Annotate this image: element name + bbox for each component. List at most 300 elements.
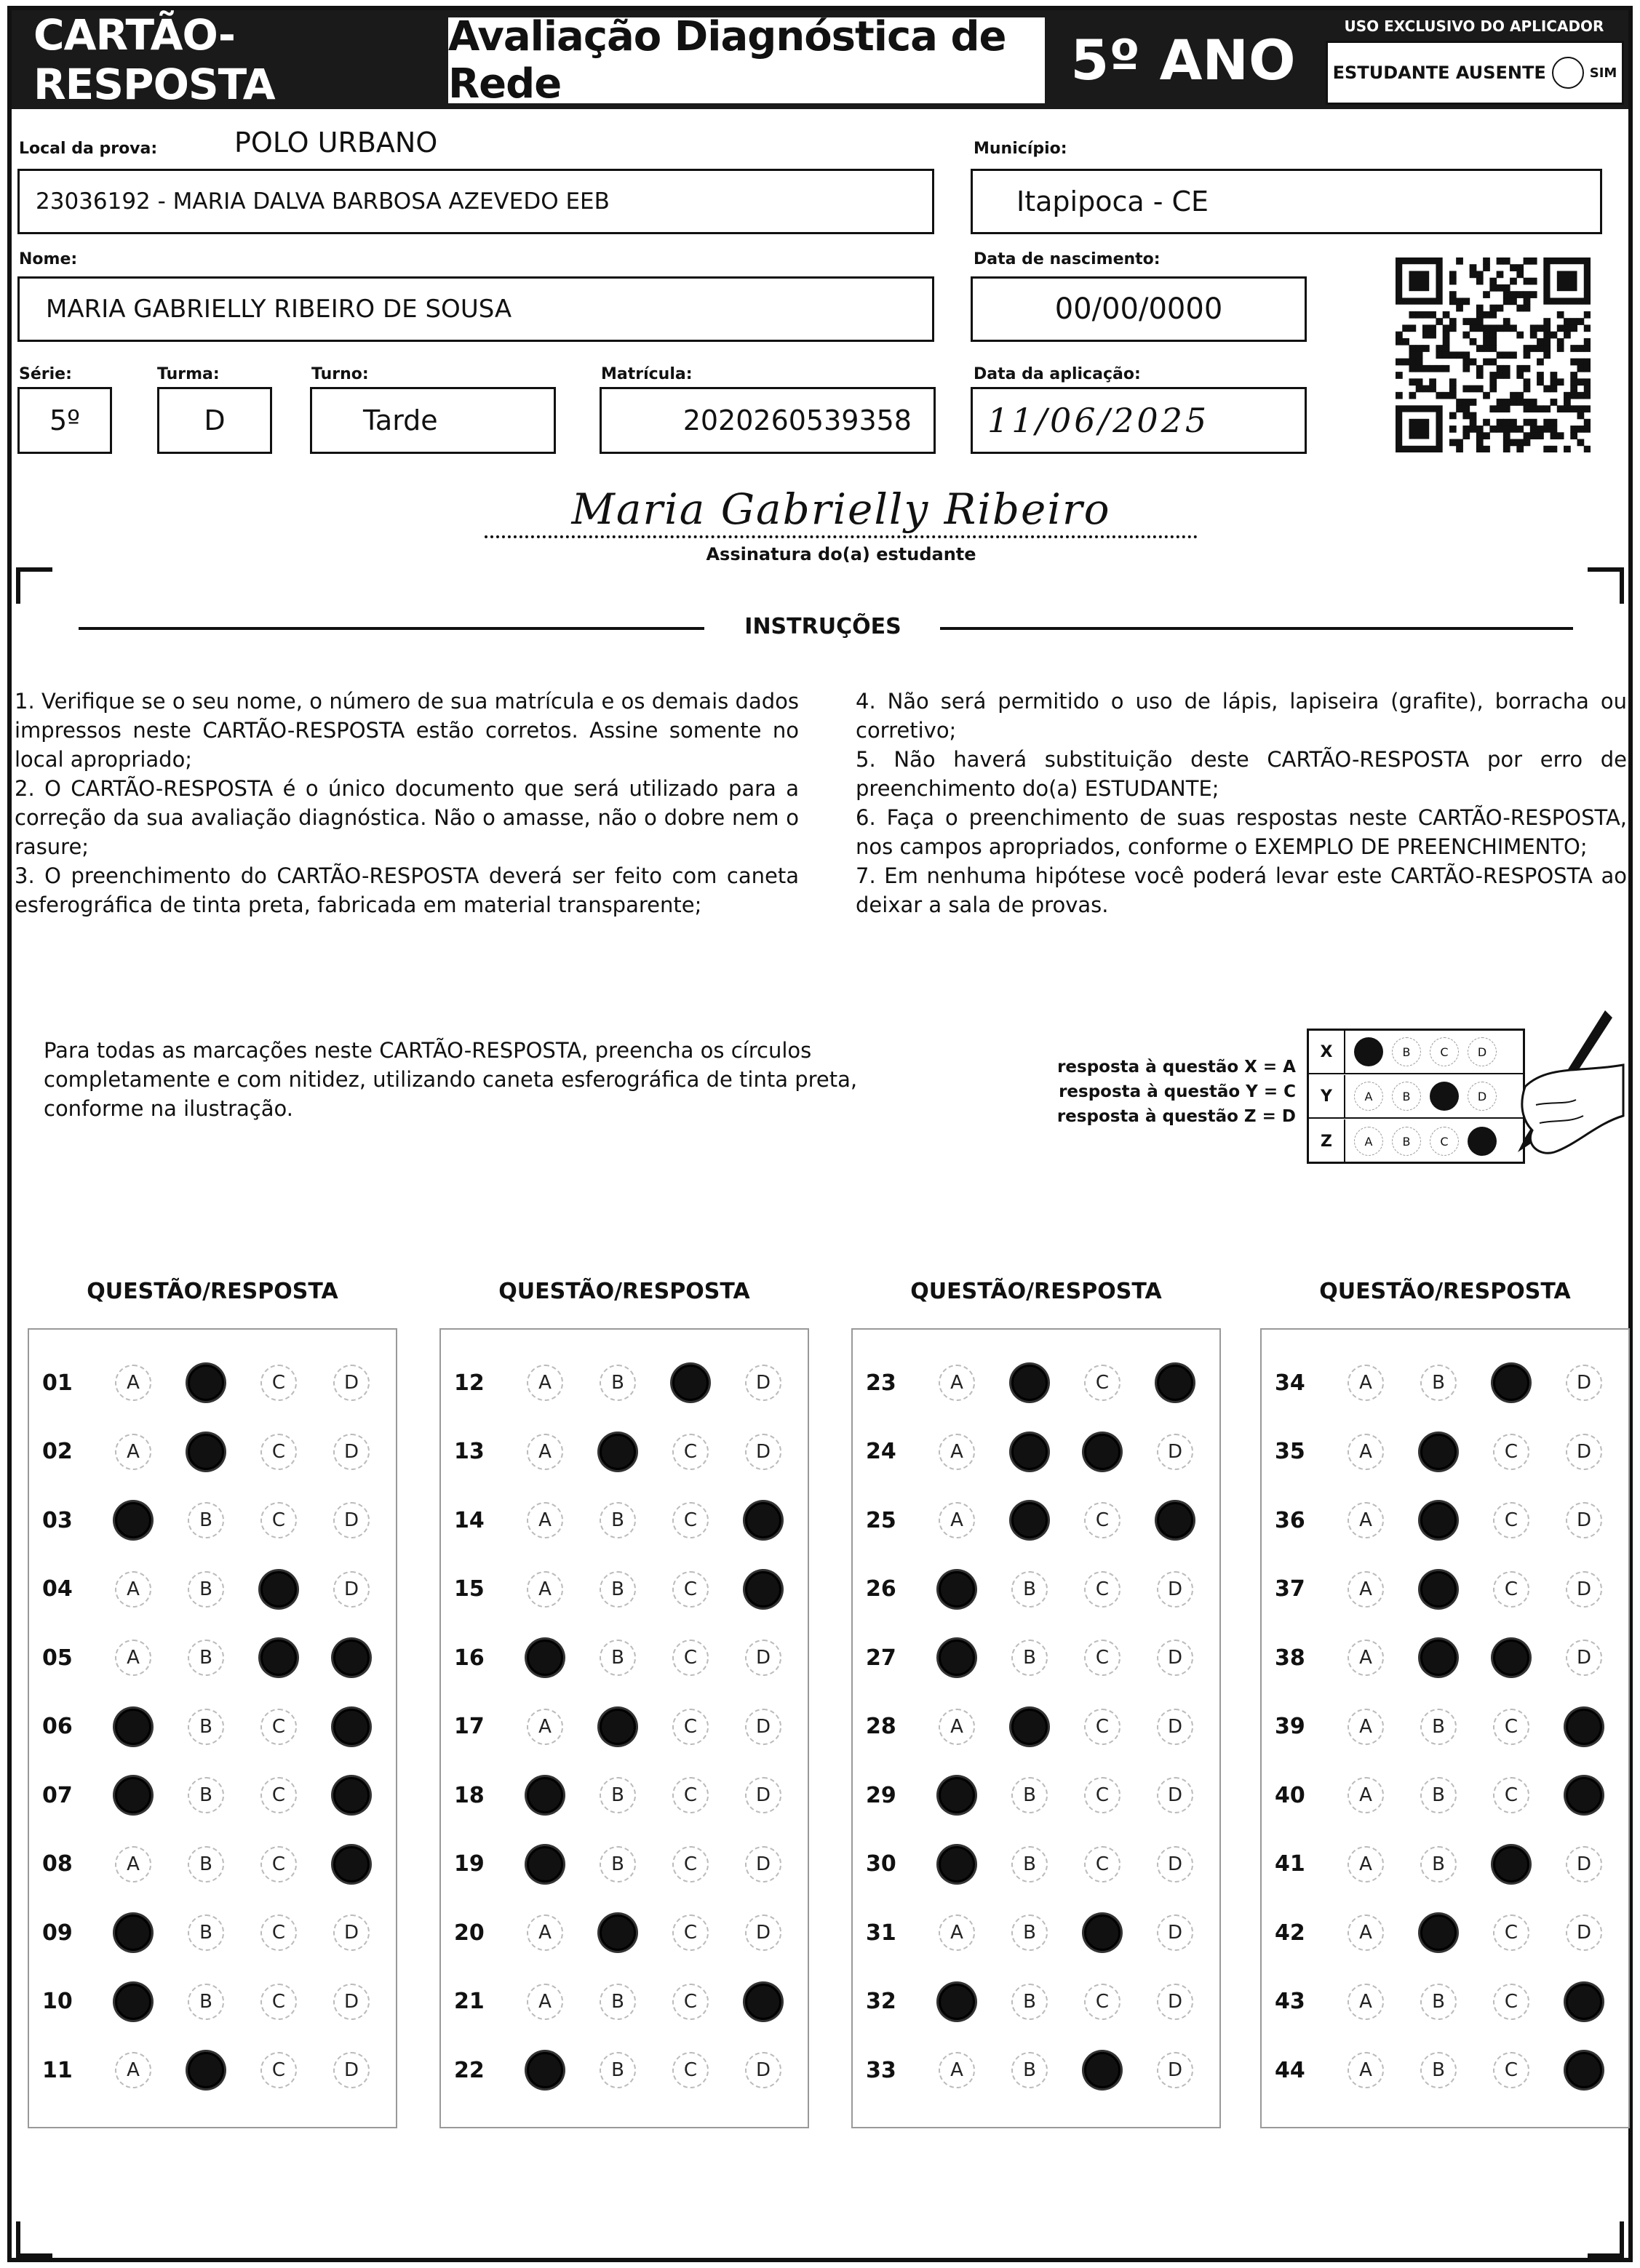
- bubble-b[interactable]: B: [1420, 1984, 1457, 2020]
- bubble-c[interactable]: C: [260, 1914, 297, 1951]
- column-heading-1: QUESTÃO/RESPOSTA: [87, 1279, 338, 1304]
- aplic-label: Data da aplicação:: [974, 365, 1141, 383]
- nasc-label: Data de nascimento:: [974, 250, 1161, 268]
- question-row: [853, 1694, 1219, 1760]
- bubble-a[interactable]: A: [939, 1365, 975, 1401]
- bubble-b[interactable]: [188, 1434, 224, 1470]
- signature-area: [485, 476, 1198, 534]
- bubble-b[interactable]: B: [1420, 1709, 1457, 1745]
- bubble-a[interactable]: A: [1348, 1365, 1384, 1401]
- bubble-b[interactable]: B: [188, 1571, 224, 1608]
- bubble-b[interactable]: [1420, 1502, 1457, 1538]
- bubble-a[interactable]: A: [1348, 1571, 1384, 1608]
- question-row: [29, 1900, 396, 1965]
- question-number: 28: [866, 1714, 896, 1739]
- question-number: 06: [42, 1714, 73, 1739]
- bubble-c[interactable]: C: [1084, 1846, 1120, 1882]
- example-bubble-a: A: [1354, 1127, 1383, 1156]
- question-number: 30: [866, 1851, 896, 1877]
- bubble-c[interactable]: C: [672, 2052, 709, 2088]
- bubble-c[interactable]: C: [260, 1984, 297, 2020]
- question-row: [1262, 1694, 1628, 1760]
- bubble-d[interactable]: [333, 1709, 370, 1745]
- corner-tr: [1588, 567, 1624, 604]
- bubble-b[interactable]: B: [600, 1502, 636, 1538]
- bubble-d[interactable]: D: [1157, 1846, 1193, 1882]
- bubble-a[interactable]: A: [1348, 1640, 1384, 1676]
- bubble-c[interactable]: C: [260, 2052, 297, 2088]
- bubble-b[interactable]: B: [188, 1914, 224, 1951]
- bubble-b[interactable]: B: [188, 1502, 224, 1538]
- bubble-a[interactable]: [939, 1640, 975, 1676]
- bubble-a[interactable]: A: [939, 1914, 975, 1951]
- bubble-b[interactable]: [1011, 1502, 1048, 1538]
- bubble-c[interactable]: [1493, 1365, 1529, 1401]
- bubble-a[interactable]: [939, 1984, 975, 2020]
- instruction-1: 1. Verifique se o seu nome, o número de sua matrícula e os demais dados impressos neste CARTÃO-RESPOSTA estão corretos. Assine somente no local apropriado;: [15, 689, 799, 772]
- serie-value: 5º: [49, 404, 81, 436]
- serie-label: Série:: [19, 365, 72, 383]
- bubble-b[interactable]: [600, 1914, 636, 1951]
- bubble-a[interactable]: A: [939, 1709, 975, 1745]
- fill-note: Para todas as marcações neste CARTÃO-RESPOSTA, preencha os círculos completamente e com nitidez, utilizando caneta esferográfica de tinta preta, conforme na ilustração.: [44, 1038, 858, 1121]
- instructions-right: [856, 687, 1627, 919]
- question-number: 36: [1275, 1507, 1305, 1533]
- bubble-a[interactable]: A: [527, 1571, 563, 1608]
- bubble-c[interactable]: C: [672, 1984, 709, 2020]
- answer-grid-4: [1260, 1328, 1630, 2128]
- bubble-a[interactable]: [115, 1914, 151, 1951]
- question-number: 26: [866, 1576, 896, 1602]
- bubble-d[interactable]: D: [1157, 1434, 1193, 1470]
- bubble-d[interactable]: D: [1566, 1846, 1602, 1882]
- question-row: [441, 1625, 808, 1690]
- bubble-d[interactable]: D: [1566, 1365, 1602, 1401]
- bubble-a[interactable]: A: [527, 1914, 563, 1951]
- bubble-c[interactable]: C: [260, 1365, 297, 1401]
- answer-sheet: [7, 6, 1633, 2262]
- example-row: [1309, 1031, 1523, 1074]
- question-number: 32: [866, 1989, 896, 2014]
- bubble-b[interactable]: B: [1420, 1777, 1457, 1813]
- bubble-d[interactable]: [1566, 1777, 1602, 1813]
- bubble-b[interactable]: [600, 1709, 636, 1745]
- bubble-d[interactable]: D: [1157, 1709, 1193, 1745]
- bubble-b[interactable]: B: [600, 1846, 636, 1882]
- bubble-b[interactable]: B: [188, 1777, 224, 1813]
- bubble-d[interactable]: D: [745, 1846, 781, 1882]
- bubble-a[interactable]: [939, 1571, 975, 1608]
- bubble-a[interactable]: A: [939, 1502, 975, 1538]
- bubble-a[interactable]: [527, 1777, 563, 1813]
- example-bubble-d: D: [1468, 1082, 1497, 1111]
- question-number: 07: [42, 1782, 73, 1808]
- question-number: 09: [42, 1920, 73, 1946]
- bubble-a[interactable]: A: [527, 1984, 563, 2020]
- bubble-c[interactable]: C: [672, 1571, 709, 1608]
- bubble-d[interactable]: D: [1566, 1502, 1602, 1538]
- absent-box: [1326, 41, 1624, 105]
- bubble-b[interactable]: [1011, 1365, 1048, 1401]
- question-number: 16: [454, 1645, 485, 1671]
- bubble-c[interactable]: C: [672, 1914, 709, 1951]
- bubble-b[interactable]: [1420, 1640, 1457, 1676]
- answer-grid-3: [851, 1328, 1221, 2128]
- bubble-c[interactable]: C: [672, 1640, 709, 1676]
- bubble-d[interactable]: D: [745, 1365, 781, 1401]
- answer-grid-1: [28, 1328, 397, 2128]
- bubble-c[interactable]: C: [1493, 1571, 1529, 1608]
- question-row: [29, 1694, 396, 1760]
- question-number: 29: [866, 1782, 896, 1808]
- bubble-a[interactable]: A: [1348, 1434, 1384, 1470]
- bubble-d[interactable]: [333, 1777, 370, 1813]
- question-row: [29, 1969, 396, 2035]
- instruction-2: 2. O CARTÃO-RESPOSTA é o único documento que será utilizado para a correção da sua avaliação diagnóstica. Não o amasse, não o dobre nem o rasure;: [15, 776, 799, 859]
- bubble-b[interactable]: B: [188, 1640, 224, 1676]
- municipio-value: Itapipoca - CE: [1016, 185, 1209, 217]
- question-number: 35: [1275, 1439, 1305, 1464]
- question-row: [29, 1625, 396, 1690]
- bubble-a[interactable]: A: [939, 2052, 975, 2088]
- bubble-b[interactable]: B: [600, 1984, 636, 2020]
- bubble-a[interactable]: A: [1348, 1777, 1384, 1813]
- matricula-value: 2020260539358: [682, 404, 912, 436]
- example-bubble-d: D: [1468, 1037, 1497, 1066]
- question-number: 10: [42, 1989, 73, 2014]
- bubble-c[interactable]: C: [672, 1434, 709, 1470]
- bubble-c[interactable]: [260, 1571, 297, 1608]
- question-number: 12: [454, 1370, 485, 1396]
- question-row: [29, 1557, 396, 1622]
- bubble-b[interactable]: [1420, 1571, 1457, 1608]
- bubble-d[interactable]: [745, 1984, 781, 2020]
- question-row: [441, 1694, 808, 1760]
- bubble-b[interactable]: [1011, 1434, 1048, 1470]
- bubble-b[interactable]: B: [188, 1709, 224, 1745]
- bubble-d[interactable]: D: [1157, 1777, 1193, 1813]
- bubble-a[interactable]: A: [115, 1434, 151, 1470]
- example-bubble-c: C: [1430, 1127, 1459, 1156]
- bubble-a[interactable]: A: [1348, 1984, 1384, 2020]
- bubble-c[interactable]: C: [1493, 2052, 1529, 2088]
- question-number: 24: [866, 1439, 896, 1464]
- question-number: 17: [454, 1714, 485, 1739]
- bubble-a[interactable]: [115, 1502, 151, 1538]
- bubble-a[interactable]: A: [527, 1709, 563, 1745]
- bubble-b[interactable]: B: [1011, 1984, 1048, 2020]
- instr-rule-right: [940, 627, 1573, 630]
- question-row: [1262, 1900, 1628, 1965]
- question-row: [1262, 1557, 1628, 1622]
- bubble-d[interactable]: D: [745, 2052, 781, 2088]
- bubble-c[interactable]: C: [672, 1777, 709, 1813]
- aplic-value: 11/06/2025: [987, 401, 1210, 440]
- bubble-a[interactable]: A: [115, 1365, 151, 1401]
- question-number: 21: [454, 1989, 485, 2014]
- bubble-d[interactable]: D: [1566, 1434, 1602, 1470]
- bubble-c[interactable]: C: [260, 1709, 297, 1745]
- question-number: 11: [42, 2057, 73, 2083]
- question-row: [441, 2037, 808, 2103]
- example-bubble-c: C: [1430, 1037, 1459, 1066]
- bubble-d[interactable]: [1566, 2052, 1602, 2088]
- bubble-b[interactable]: B: [1011, 1640, 1048, 1676]
- bubble-c[interactable]: C: [1493, 1709, 1529, 1745]
- bubble-d[interactable]: D: [1157, 1640, 1193, 1676]
- bubble-b[interactable]: B: [600, 2052, 636, 2088]
- bubble-d[interactable]: D: [745, 1777, 781, 1813]
- question-number: 18: [454, 1782, 485, 1808]
- bubble-d[interactable]: D: [333, 1365, 370, 1401]
- bubble-c[interactable]: C: [672, 1502, 709, 1538]
- bubble-b[interactable]: [1420, 1434, 1457, 1470]
- grade-title: 5º ANO: [1070, 27, 1296, 92]
- example-line-x: resposta à questão X = A: [1057, 1058, 1296, 1077]
- question-row: [853, 1900, 1219, 1965]
- question-row: [853, 1557, 1219, 1622]
- bubble-c[interactable]: C: [260, 1434, 297, 1470]
- question-number: 38: [1275, 1645, 1305, 1671]
- question-number: 02: [42, 1439, 73, 1464]
- example-bubble-b: B: [1392, 1127, 1421, 1156]
- bubble-a[interactable]: [939, 1777, 975, 1813]
- bubble-a[interactable]: A: [1348, 1502, 1384, 1538]
- aplic-field: [971, 387, 1307, 454]
- question-number: 40: [1275, 1782, 1305, 1808]
- bubble-b[interactable]: B: [600, 1365, 636, 1401]
- qr-code-graphic: [1396, 257, 1591, 452]
- question-number: 19: [454, 1851, 485, 1877]
- bubble-a[interactable]: [115, 1709, 151, 1745]
- question-row: [441, 1488, 808, 1553]
- bubble-a[interactable]: [527, 2052, 563, 2088]
- question-number: 03: [42, 1507, 73, 1533]
- bubble-d[interactable]: D: [1157, 2052, 1193, 2088]
- bubble-c[interactable]: C: [1084, 1571, 1120, 1608]
- bubble-d[interactable]: D: [745, 1914, 781, 1951]
- bubble-a[interactable]: [527, 1640, 563, 1676]
- example-line-y: resposta à questão Y = C: [1059, 1082, 1296, 1101]
- bubble-b[interactable]: B: [1011, 1571, 1048, 1608]
- bubble-d[interactable]: [333, 1640, 370, 1676]
- bubble-d[interactable]: D: [333, 2052, 370, 2088]
- bubble-d[interactable]: D: [745, 1434, 781, 1470]
- bubble-c[interactable]: [1084, 2052, 1120, 2088]
- example-legend: [1034, 1055, 1296, 1129]
- question-number: 23: [866, 1370, 896, 1396]
- bubble-a[interactable]: [939, 1846, 975, 1882]
- bubble-a[interactable]: A: [527, 1365, 563, 1401]
- local-value: POLO URBANO: [234, 127, 438, 159]
- bubble-c[interactable]: C: [260, 1846, 297, 1882]
- bubble-a[interactable]: A: [939, 1434, 975, 1470]
- bubble-a[interactable]: A: [115, 1571, 151, 1608]
- nome-field: [17, 276, 934, 342]
- bubble-b[interactable]: [1011, 1709, 1048, 1745]
- question-number: 04: [42, 1576, 73, 1602]
- bubble-d[interactable]: D: [1157, 1571, 1193, 1608]
- question-number: 39: [1275, 1714, 1305, 1739]
- bubble-c[interactable]: C: [260, 1502, 297, 1538]
- turma-value: D: [204, 404, 226, 436]
- bubble-a[interactable]: A: [1348, 2052, 1384, 2088]
- bubble-d[interactable]: D: [1566, 1571, 1602, 1608]
- question-row: [1262, 1488, 1628, 1553]
- school-value: 23036192 - MARIA DALVA BARBOSA AZEVEDO EEB: [36, 188, 610, 215]
- bubble-c[interactable]: C: [672, 1846, 709, 1882]
- instruction-5: 5. Não haverá substituição deste CARTÃO-RESPOSTA por erro de preenchimento do(a) ESTUDANTE;: [856, 747, 1627, 801]
- bubble-c[interactable]: [260, 1640, 297, 1676]
- bubble-c[interactable]: [1493, 1640, 1529, 1676]
- bubble-c[interactable]: C: [1084, 1502, 1120, 1538]
- bubble-b[interactable]: B: [1011, 1846, 1048, 1882]
- bubble-c[interactable]: [672, 1365, 709, 1401]
- bubble-c[interactable]: [1493, 1846, 1529, 1882]
- corner-bl: [16, 2221, 52, 2258]
- nome-label: Nome:: [19, 250, 78, 268]
- bubble-d[interactable]: D: [1566, 1914, 1602, 1951]
- municipio-label: Município:: [974, 140, 1067, 158]
- bubble-b[interactable]: B: [600, 1571, 636, 1608]
- bubble-d[interactable]: D: [1566, 1640, 1602, 1676]
- absent-label: ESTUDANTE AUSENTE: [1332, 63, 1546, 83]
- bubble-d[interactable]: D: [333, 1571, 370, 1608]
- bubble-a[interactable]: A: [115, 2052, 151, 2088]
- bubble-a[interactable]: A: [1348, 1846, 1384, 1882]
- turma-label: Turma:: [157, 365, 220, 383]
- bubble-a[interactable]: A: [115, 1846, 151, 1882]
- absent-option: SIM: [1589, 65, 1617, 81]
- bubble-c[interactable]: C: [1493, 1434, 1529, 1470]
- question-row: [29, 1419, 396, 1485]
- question-number: 27: [866, 1645, 896, 1671]
- bubble-c[interactable]: C: [1493, 1914, 1529, 1951]
- bubble-a[interactable]: A: [527, 1502, 563, 1538]
- bubble-d[interactable]: [1566, 1984, 1602, 2020]
- bubble-d[interactable]: [1566, 1709, 1602, 1745]
- example-row-label: X: [1309, 1031, 1345, 1073]
- question-row: [853, 1488, 1219, 1553]
- bubble-a[interactable]: [115, 1777, 151, 1813]
- question-row: [441, 1419, 808, 1485]
- bubble-a[interactable]: A: [115, 1640, 151, 1676]
- bubble-b[interactable]: B: [1011, 2052, 1048, 2088]
- bubble-c[interactable]: C: [1084, 1365, 1120, 1401]
- bubble-c[interactable]: C: [1084, 1640, 1120, 1676]
- bubble-b[interactable]: B: [1011, 1914, 1048, 1951]
- question-number: 41: [1275, 1851, 1305, 1877]
- question-number: 05: [42, 1645, 73, 1671]
- bubble-b[interactable]: [600, 1434, 636, 1470]
- bubble-d[interactable]: D: [333, 1502, 370, 1538]
- absent-bubble[interactable]: [1552, 57, 1584, 89]
- bubble-c[interactable]: C: [1493, 1777, 1529, 1813]
- bubble-b[interactable]: [188, 2052, 224, 2088]
- question-row: [1262, 1350, 1628, 1415]
- question-number: 25: [866, 1507, 896, 1533]
- bubble-a[interactable]: [115, 1984, 151, 2020]
- question-row: [853, 1625, 1219, 1690]
- bubble-b[interactable]: B: [600, 1640, 636, 1676]
- instructions-heading: INSTRUÇÕES: [744, 614, 901, 639]
- question-row: [1262, 1832, 1628, 1897]
- bubble-b[interactable]: B: [188, 1984, 224, 2020]
- instr-rule-left: [79, 627, 704, 630]
- bubble-c[interactable]: C: [260, 1777, 297, 1813]
- question-row: [29, 1762, 396, 1828]
- question-row: [441, 1969, 808, 2035]
- question-number: 14: [454, 1507, 485, 1533]
- example-row-label: Z: [1309, 1119, 1345, 1163]
- question-number: 31: [866, 1920, 896, 1946]
- bubble-d[interactable]: D: [333, 1984, 370, 2020]
- matricula-label: Matrícula:: [601, 365, 693, 383]
- question-row: [1262, 1762, 1628, 1828]
- bubble-d[interactable]: D: [1157, 1914, 1193, 1951]
- answer-grid-2: [439, 1328, 809, 2128]
- corner-br: [1588, 2221, 1624, 2258]
- bubble-d[interactable]: [745, 1502, 781, 1538]
- bubble-b[interactable]: [1420, 1914, 1457, 1951]
- example-bubble-b: B: [1392, 1037, 1421, 1066]
- bubble-b[interactable]: B: [600, 1777, 636, 1813]
- bubble-a[interactable]: A: [527, 1434, 563, 1470]
- bubble-d[interactable]: D: [745, 1640, 781, 1676]
- bubble-d[interactable]: [745, 1571, 781, 1608]
- bubble-b[interactable]: B: [1420, 1365, 1457, 1401]
- bubble-c[interactable]: C: [1084, 1777, 1120, 1813]
- question-row: [441, 1832, 808, 1897]
- bubble-d[interactable]: D: [333, 1914, 370, 1951]
- bubble-a[interactable]: [527, 1846, 563, 1882]
- instruction-6: 6. Faça o preenchimento de suas respostas neste CARTÃO-RESPOSTA, nos campos apropriados, conforme o EXEMPLO DE PREENCHIMENTO;: [856, 805, 1627, 859]
- bubble-c[interactable]: C: [1084, 1709, 1120, 1745]
- example-row-label: Y: [1309, 1075, 1345, 1117]
- question-row: [853, 1350, 1219, 1415]
- bubble-b[interactable]: B: [1420, 1846, 1457, 1882]
- bubble-c[interactable]: C: [672, 1709, 709, 1745]
- question-row: [441, 1762, 808, 1828]
- example-bubble-c: [1430, 1082, 1459, 1111]
- question-row: [441, 1350, 808, 1415]
- bubble-c[interactable]: [1084, 1434, 1120, 1470]
- example-table: [1307, 1029, 1525, 1164]
- bubble-b[interactable]: B: [1011, 1777, 1048, 1813]
- bubble-b[interactable]: B: [1420, 2052, 1457, 2088]
- bubble-d[interactable]: [333, 1846, 370, 1882]
- bubble-c[interactable]: C: [1493, 1984, 1529, 2020]
- question-row: [29, 1488, 396, 1553]
- bubble-a[interactable]: A: [1348, 1914, 1384, 1951]
- nasc-field: [971, 276, 1307, 342]
- bubble-c[interactable]: [1084, 1914, 1120, 1951]
- bubble-a[interactable]: A: [1348, 1709, 1384, 1745]
- question-number: 13: [454, 1439, 485, 1464]
- bubble-d[interactable]: [1157, 1502, 1193, 1538]
- question-number: 08: [42, 1851, 73, 1877]
- example-line-z: resposta à questão Z = D: [1056, 1107, 1296, 1126]
- bubble-d[interactable]: D: [1157, 1984, 1193, 2020]
- bubble-d[interactable]: D: [333, 1434, 370, 1470]
- instruction-3: 3. O preenchimento do CARTÃO-RESPOSTA deverá ser feito com caneta esferográfica de tinta preta, fabricada em material transparente;: [15, 863, 799, 917]
- bubble-c[interactable]: C: [1084, 1984, 1120, 2020]
- bubble-b[interactable]: B: [188, 1846, 224, 1882]
- bubble-c[interactable]: C: [1493, 1502, 1529, 1538]
- bubble-d[interactable]: D: [745, 1709, 781, 1745]
- bubble-b[interactable]: [188, 1365, 224, 1401]
- bubble-d[interactable]: [1157, 1365, 1193, 1401]
